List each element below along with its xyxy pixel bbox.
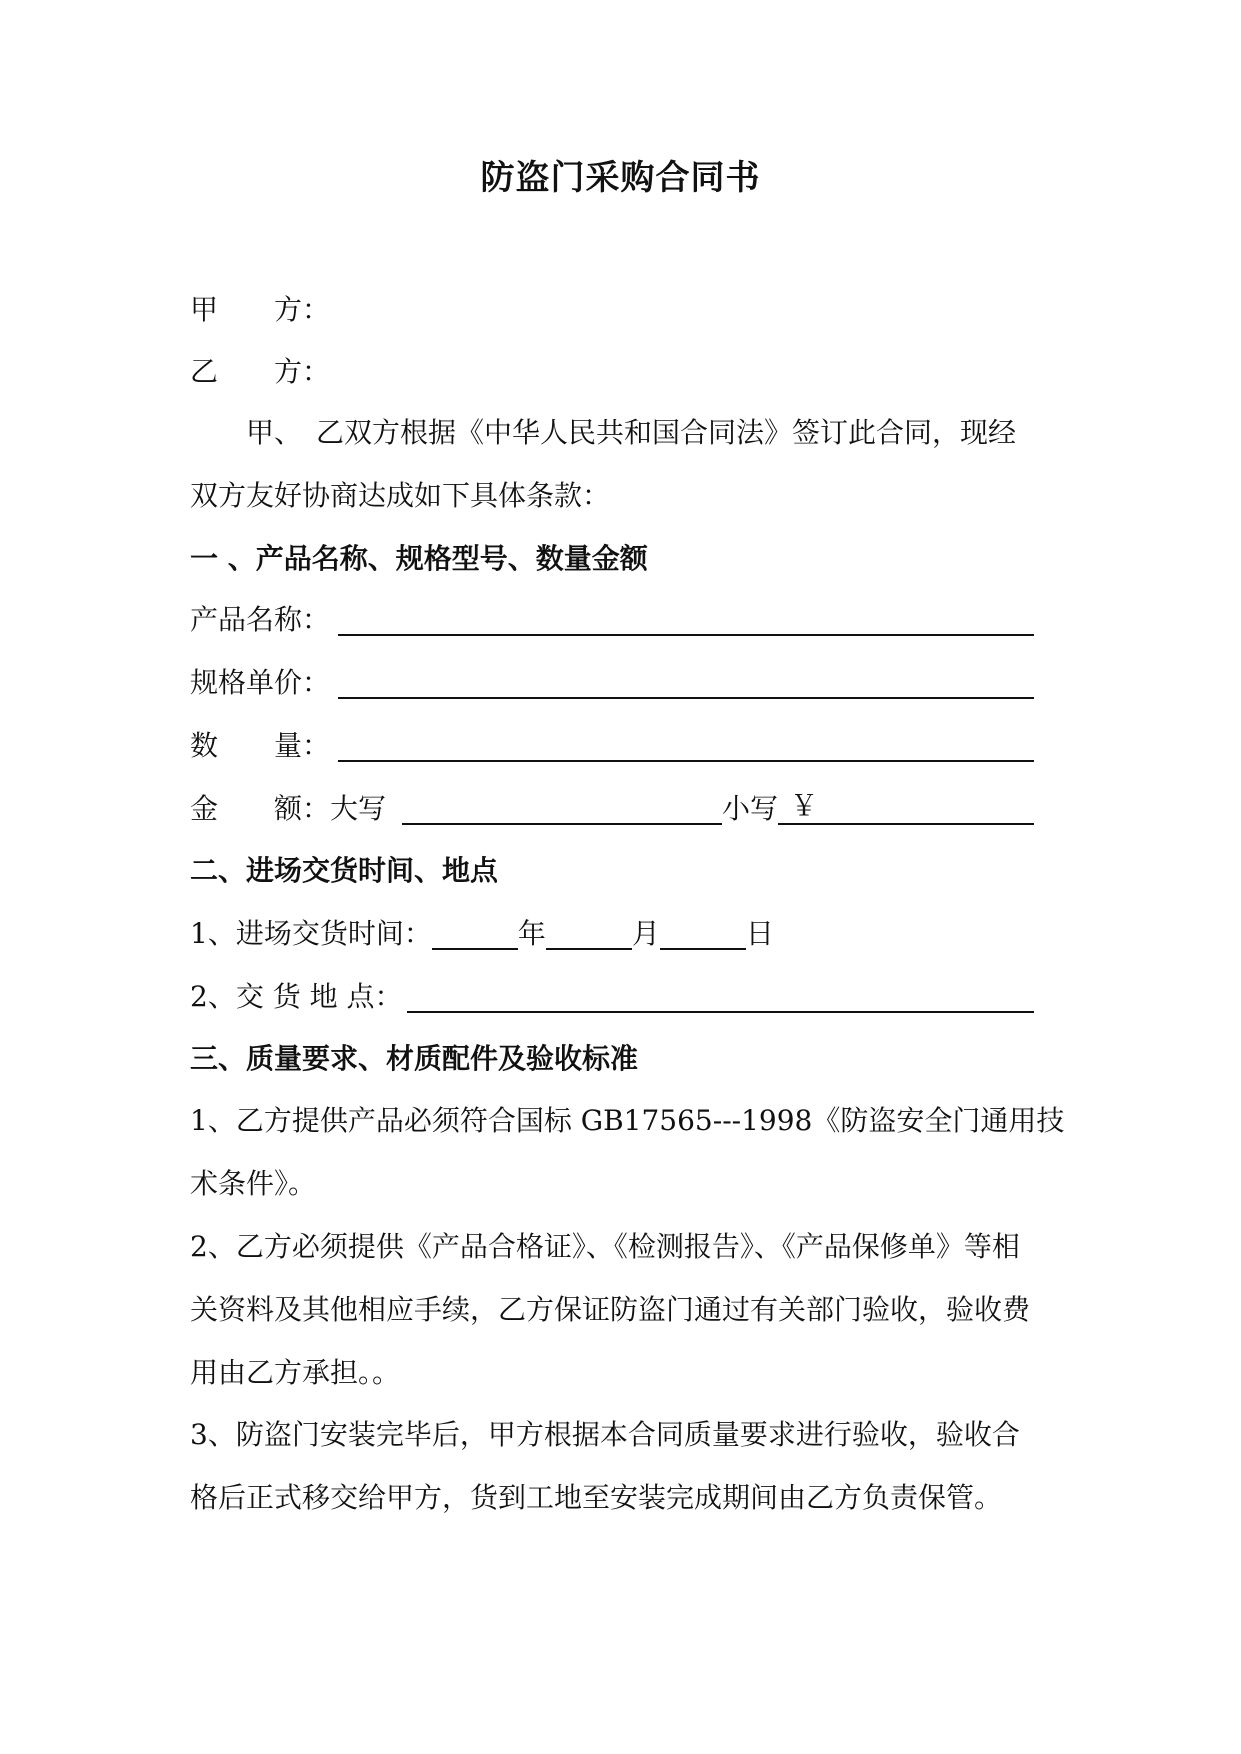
delivery-place-blank[interactable] — [407, 981, 1034, 1013]
delivery-time-row — [190, 914, 1034, 954]
spec-price-blank[interactable] — [338, 667, 1034, 699]
section-2-heading: 二、进场交货时间、地点 — [190, 854, 499, 887]
delivery-place-label: 2、交 货 地 点： — [190, 980, 403, 1013]
year-label: 年 — [517, 917, 546, 950]
quantity-row — [190, 726, 1034, 766]
amount-lowercase-blank[interactable] — [778, 789, 1034, 825]
section-3-item-2-line-2: 关资料及其他相应手续，乙方保证防盗门通过有关部门验收，验收费 — [190, 1293, 1031, 1326]
section-1-heading: 一 、产品名称、规格型号、数量金额 — [190, 542, 648, 575]
section-3-item-1-line-1: 1、乙方提供产品必须符合国标 GB17565---1998《防盗安全门通用技 — [190, 1104, 1065, 1137]
quantity-blank[interactable] — [338, 730, 1034, 762]
party-b-label: 乙 方： — [190, 355, 331, 388]
day-label: 日 — [745, 917, 774, 950]
currency-symbol: ￥ — [790, 789, 819, 822]
product-name-label: 产品名称： — [190, 603, 331, 636]
amount-row — [190, 789, 1034, 829]
intro-line-2: 双方友好协商达成如下具体条款： — [190, 479, 611, 512]
section-3-item-2-line-1: 2、乙方必须提供《产品合格证》、《检测报告》、《产品保修单》等相 — [190, 1230, 1020, 1263]
section-3-item-3-line-2: 格后正式移交给甲方，货到工地至安装完成期间由乙方负责保管。 — [190, 1481, 1003, 1514]
spec-price-label: 规格单价： — [190, 666, 331, 699]
amount-uppercase-label: 金 额：大写 — [190, 792, 387, 825]
product-name-row — [190, 600, 1034, 640]
delivery-time-label: 1、进场交货时间： — [190, 917, 432, 950]
spec-price-row — [190, 663, 1034, 703]
delivery-place-row — [190, 977, 1034, 1017]
month-blank[interactable] — [546, 918, 632, 950]
day-blank[interactable] — [660, 918, 746, 950]
section-3-item-2-line-3: 用由乙方承担。。 — [190, 1356, 401, 1389]
party-a-label: 甲 方： — [190, 293, 331, 326]
amount-uppercase-blank[interactable] — [402, 793, 722, 825]
section-3-item-1-line-2: 术条件》。 — [190, 1167, 317, 1200]
month-label: 月 — [631, 917, 660, 950]
quantity-label: 数 量： — [190, 729, 331, 762]
intro-line-1: 甲、 乙双方根据《中华人民共和国合同法》签订此合同，现经 — [190, 416, 1017, 449]
section-3-item-3-line-1: 3、防盗门安装完毕后，甲方根据本合同质量要求进行验收，验收合 — [190, 1418, 1020, 1451]
amount-lowercase-label: 小写 — [722, 792, 779, 825]
page-title: 防盗门采购合同书 — [480, 158, 761, 198]
section-3-heading: 三、质量要求、材质配件及验收标准 — [190, 1042, 639, 1075]
product-name-blank[interactable] — [338, 604, 1034, 636]
year-blank[interactable] — [432, 918, 518, 950]
